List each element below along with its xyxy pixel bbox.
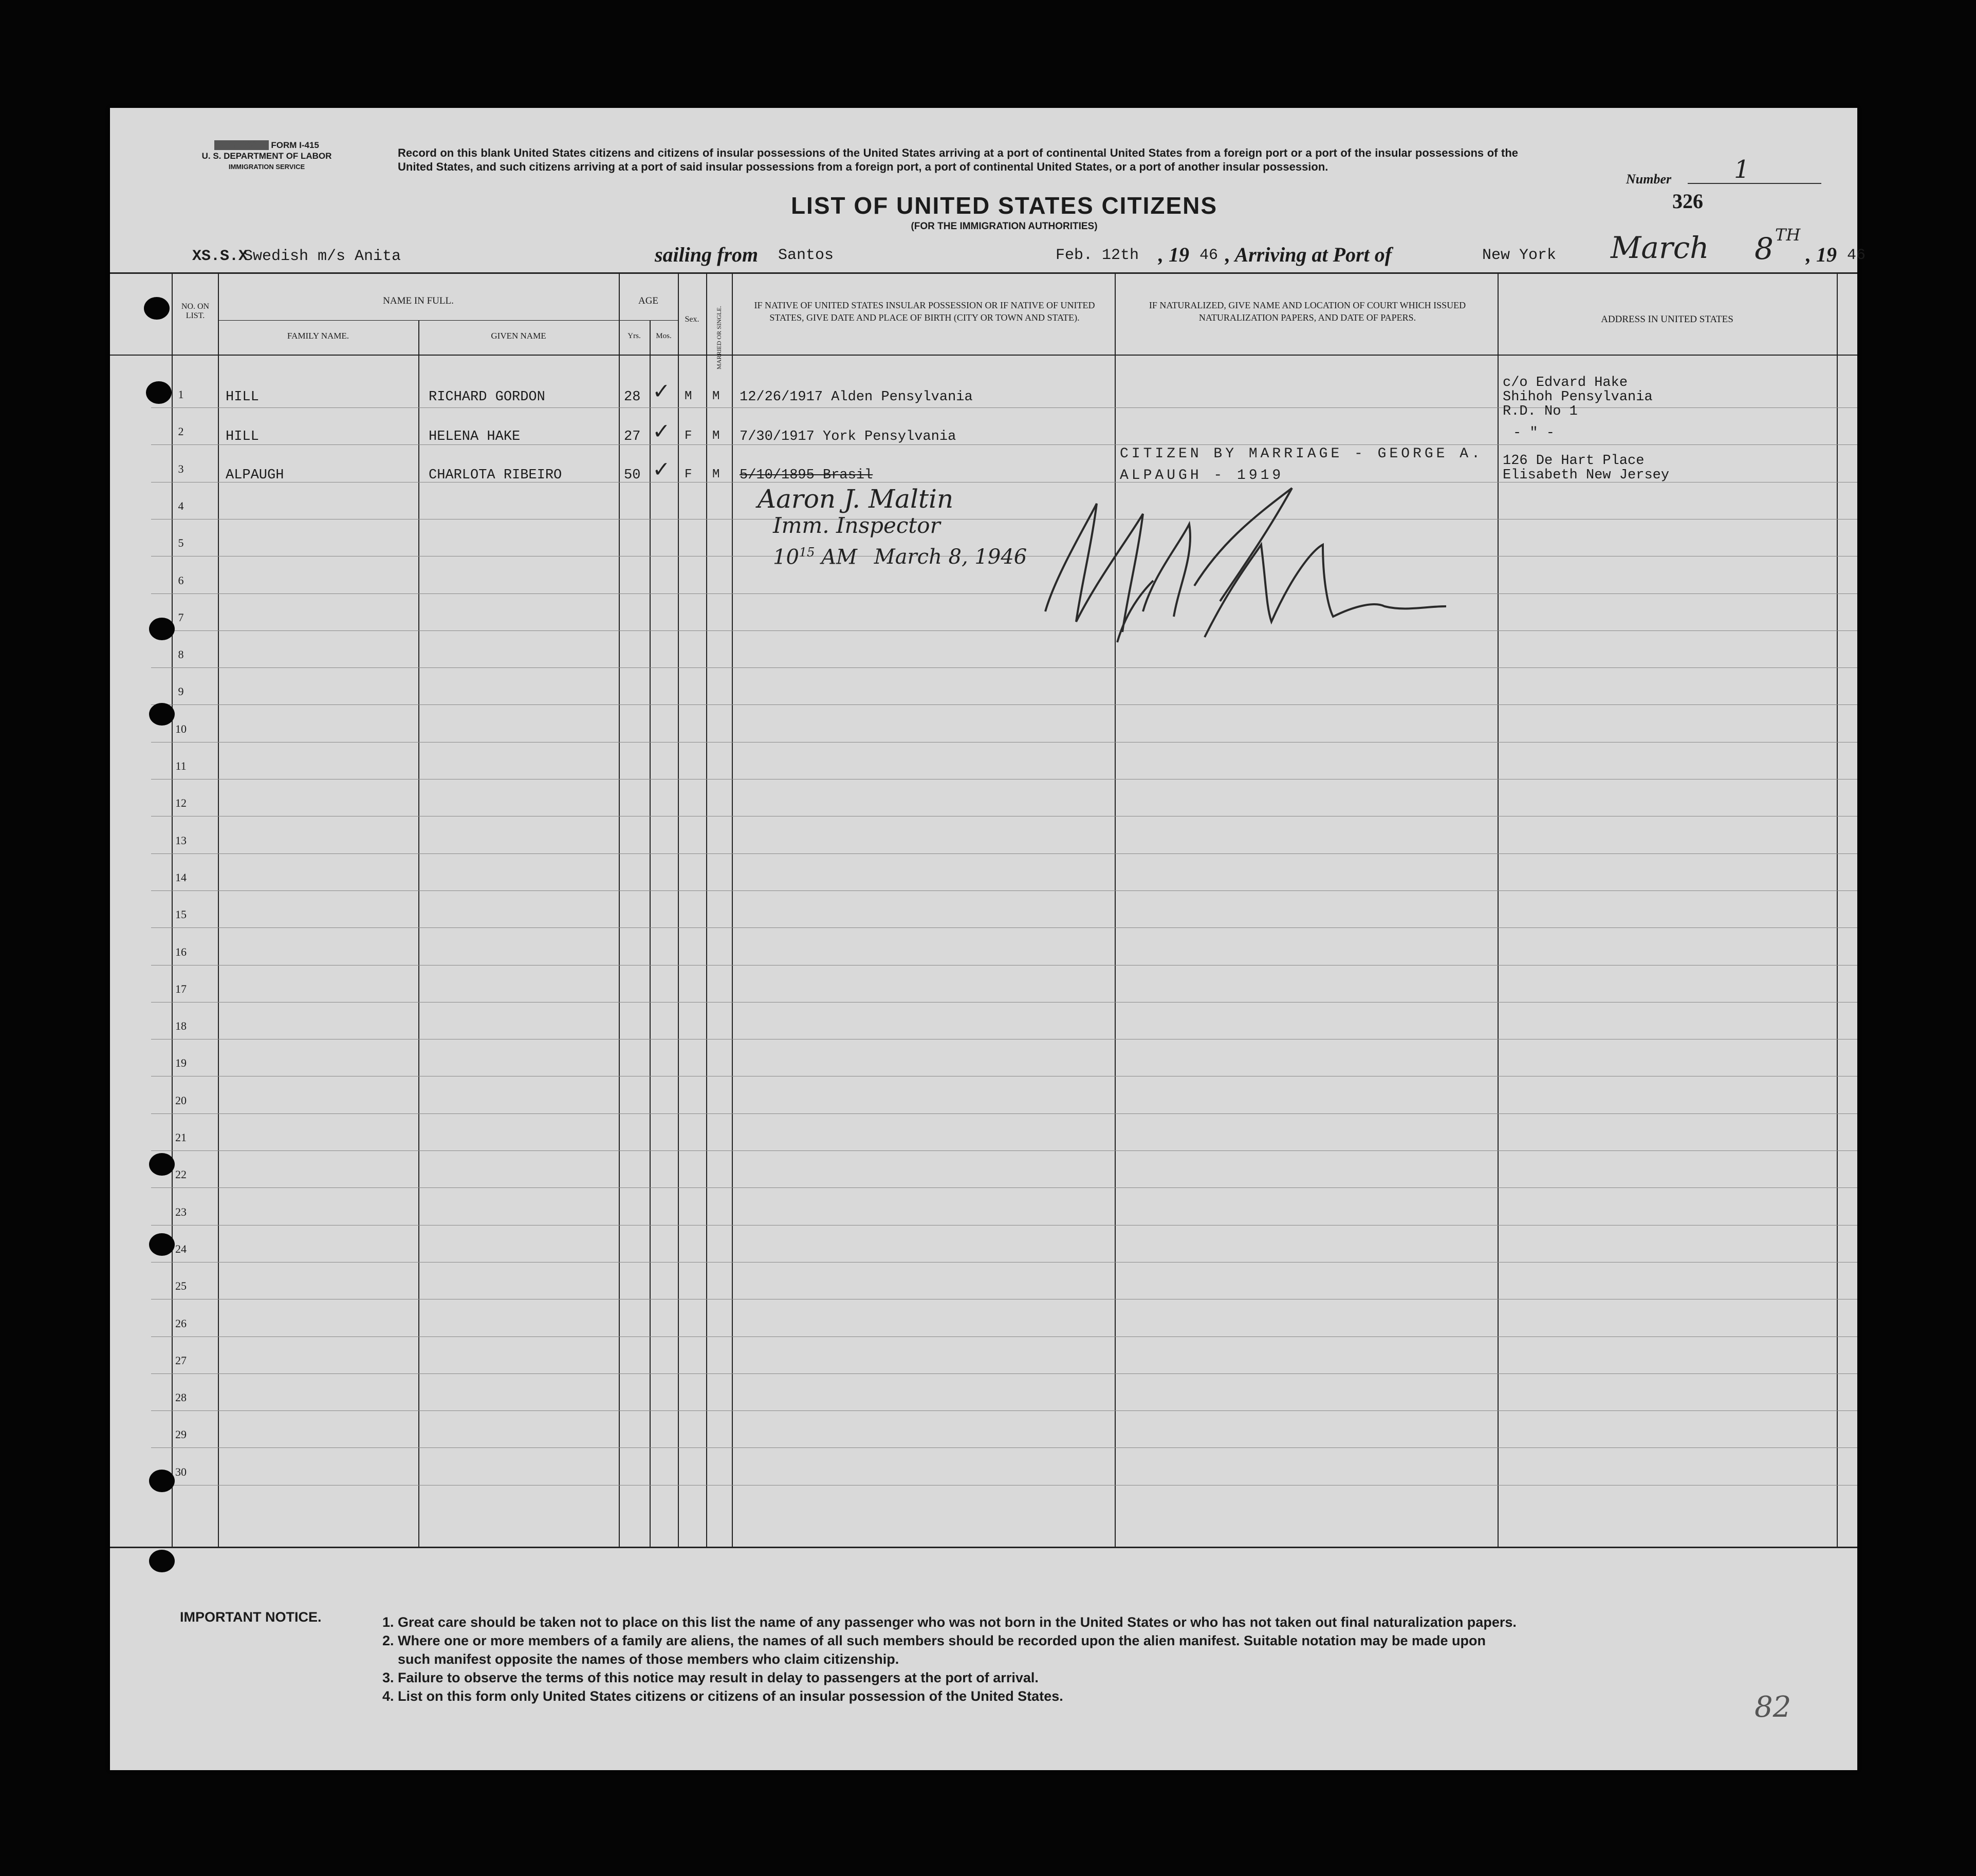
row3-naturalized-line1: CITIZEN BY MARRIAGE - GEORGE A.	[1120, 446, 1483, 462]
header-family-name: FAMILY NAME.	[287, 331, 349, 341]
notice-heading: IMPORTANT NOTICE.	[180, 1609, 322, 1625]
arrival-year: 46	[1847, 247, 1866, 264]
departure-year: 46	[1199, 247, 1218, 264]
row-number: 10	[175, 722, 187, 735]
header-married-or-single: MARRIED OR SINGLE.	[715, 306, 723, 369]
row3-given-name: CHARLOTA RIBEIRO	[429, 468, 562, 483]
header-sex: Sex.	[685, 315, 699, 324]
row3-marital: M	[712, 468, 720, 481]
inspector-date: March 8, 1946	[874, 545, 1027, 569]
punch-hole	[146, 381, 172, 404]
row-number: 5	[178, 536, 184, 550]
row1-check-icon: ✓	[654, 379, 669, 406]
row2-birth: 7/30/1917 York Pensylvania	[740, 429, 956, 444]
col-rule-address	[1498, 272, 1499, 1547]
row-line	[151, 1447, 1857, 1448]
row-line	[151, 1187, 1857, 1188]
number-label: Number	[1626, 172, 1672, 187]
header-bottom-rule	[110, 355, 1857, 356]
row3-age-years: 50	[624, 468, 641, 483]
row-number: 23	[175, 1205, 187, 1218]
row1-marital: M	[712, 389, 720, 403]
row-number: 17	[175, 982, 187, 995]
row-line	[151, 1410, 1857, 1411]
row3-address-line2: Elisabeth New Jersey	[1503, 468, 1670, 483]
notice-item-1: 1. Great care should be taken not to place on this list the name of any passenger who was not born in the United States or who has not taken out final naturalization papers.	[382, 1614, 1517, 1630]
row-line	[151, 444, 1857, 445]
row1-address-line2: Shihoh Pensylvania	[1503, 389, 1653, 405]
header-yrs: Yrs.	[627, 332, 641, 340]
page-title: LIST OF UNITED STATES CITIZENS	[790, 192, 1218, 219]
struck-form-number: Form 630-A	[214, 140, 269, 150]
header-age: AGE	[638, 295, 659, 306]
page-subtitle: (FOR THE IMMIGRATION AUTHORITIES)	[911, 221, 1098, 232]
row-number: 7	[178, 610, 184, 624]
inspector-time-suffix: AM	[821, 545, 858, 569]
row3-family-name: ALPAUGH	[226, 468, 284, 483]
form-number: FORM I-415	[271, 140, 319, 150]
row-line	[151, 630, 1857, 631]
row-number: 27	[175, 1353, 187, 1367]
row2-address-ditto: - " -	[1513, 425, 1555, 441]
row-line	[151, 593, 1857, 594]
header-native: IF NATIVE OF UNITED STATES INSULAR POSSESSION OR IF NATIVE OF UNITED STATES, GIVE DATE AND PLACE OF BIRTH (CITY OR TOWN AND STATE).	[754, 300, 1095, 323]
row-number: 29	[175, 1428, 187, 1441]
row1-family-name: HILL	[226, 389, 259, 405]
col-rule-right	[1837, 272, 1838, 1547]
col-rule-mos	[650, 320, 651, 1547]
row1-sex: M	[685, 389, 692, 403]
table-top-rule	[110, 272, 1857, 274]
row-number: 22	[175, 1168, 187, 1181]
document-page	[110, 108, 1866, 1770]
row-number: 13	[175, 833, 187, 847]
col-rule-naturalized	[1115, 272, 1116, 1547]
header-name-in-full: NAME IN FULL.	[383, 295, 454, 306]
punch-hole	[149, 1153, 175, 1176]
row-number: 26	[175, 1316, 187, 1330]
row2-family-name: HILL	[226, 429, 259, 444]
row1-given-name: RICHARD GORDON	[429, 389, 545, 405]
row-line	[151, 1373, 1857, 1374]
notice-item-2-cont: such manifest opposite the names of those members who claim citizenship.	[398, 1651, 899, 1667]
row-number: 25	[175, 1279, 187, 1293]
row2-sex: F	[685, 429, 692, 443]
notice-item-4: 4. List on this form only United States citizens or citizens of an insular possession of the United States.	[382, 1688, 1063, 1704]
arrival-port: New York	[1482, 247, 1557, 264]
row-line	[151, 1336, 1857, 1337]
inspector-title: Imm. Inspector	[773, 513, 940, 538]
port-from: Santos	[778, 247, 834, 264]
row-number: 8	[178, 648, 184, 661]
row-number: 4	[178, 499, 184, 512]
arrival-month: March	[1611, 230, 1709, 265]
col-rule-marital	[706, 272, 707, 1547]
row-line	[151, 890, 1857, 891]
punch-hole	[149, 1550, 175, 1572]
row3-naturalized-line2: ALPAUGH - 1919	[1120, 468, 1284, 484]
vessel-prefix: XS.S.X	[192, 248, 248, 265]
row-line	[151, 1150, 1857, 1151]
row-number: 28	[175, 1391, 187, 1404]
row-number: 18	[175, 1019, 187, 1033]
department-name: U. S. DEPARTMENT OF LABOR	[201, 151, 332, 161]
row2-marital: M	[712, 429, 720, 443]
header-given-name: GIVEN NAME	[491, 331, 546, 341]
vessel-name: Swedish m/s Anita	[244, 248, 401, 265]
form-identifier	[182, 140, 352, 172]
row3-sex: F	[685, 468, 692, 481]
row3-address-line1: 126 De Hart Place	[1503, 453, 1645, 469]
inspector-time: 10	[773, 545, 799, 569]
row-number: 11	[175, 759, 187, 772]
punch-hole	[149, 1233, 175, 1256]
row1-address-line3: R.D. No 1	[1503, 404, 1578, 419]
row-number: 19	[175, 1056, 187, 1070]
record-instructions: Record on this blank United States citizens and citizens of insular possessions of the United States arriving at a port of continental United States from a foreign port or a port of the insular possessions of the United States, and such citizens arriving at a port of said insular possessions from a foreign port, a port of continental United States, or a port of another insular possession.	[398, 146, 1518, 173]
row3-birth-struck: 5/10/1895 Brasil	[740, 468, 873, 483]
row-number: 16	[175, 945, 187, 958]
row2-check-icon: ✓	[654, 419, 669, 447]
row-number: 24	[175, 1242, 187, 1255]
sailing-from-label: sailing from	[655, 243, 759, 266]
col-rule-given	[418, 320, 419, 1547]
row-number: 2	[178, 425, 184, 438]
row-number: 20	[175, 1093, 187, 1107]
notice-item-3: 3. Failure to observe the terms of this notice may result in delay to passengers at the port of arrival.	[382, 1670, 1039, 1685]
row-number: 1	[178, 388, 184, 401]
arrival-day: 8	[1755, 231, 1774, 266]
arrival-day-suffix: TH	[1775, 225, 1801, 245]
punch-hole	[144, 297, 170, 320]
number-value: 1	[1734, 155, 1750, 184]
inspector-stamp	[758, 486, 1027, 570]
table-bottom-rule	[110, 1547, 1857, 1548]
row1-age-years: 28	[624, 389, 641, 405]
header-no-on-list: NO. ON LIST.	[181, 302, 210, 320]
row-line	[151, 704, 1857, 705]
punch-hole	[149, 1470, 175, 1492]
header-naturalized: IF NATURALIZED, GIVE NAME AND LOCATION OF COURT WHICH ISSUED NATURALIZATION PAPERS, AND DATE OF PAPERS.	[1149, 300, 1466, 323]
signature-scribble	[1025, 483, 1528, 647]
departure-date: Feb. 12th	[1056, 247, 1139, 264]
col-rule-family	[218, 272, 219, 1547]
punch-hole	[149, 618, 175, 640]
stamped-number: 326	[1672, 190, 1703, 213]
service-name: IMMIGRATION SERVICE	[228, 163, 305, 171]
row-number: 6	[178, 573, 184, 587]
row-number: 30	[175, 1465, 187, 1478]
name-subheader-rule	[218, 320, 619, 321]
row-number: 9	[178, 685, 184, 698]
inspector-time-date	[758, 539, 1027, 570]
row-line	[151, 1113, 1857, 1114]
row-number: 14	[175, 870, 187, 884]
row-number: 3	[178, 462, 184, 475]
inspector-name: Aaron J. Maltin	[758, 484, 954, 514]
row-line	[151, 407, 1857, 408]
inspector-time-minutes: 15	[799, 545, 815, 560]
row-line	[151, 853, 1857, 854]
margin-note: 82	[1755, 1691, 1792, 1724]
row2-given-name: HELENA HAKE	[429, 429, 521, 444]
row2-age-years: 27	[624, 429, 641, 444]
arrival-year-prefix: , 19	[1806, 243, 1837, 266]
row1-birth: 12/26/1917 Alden Pensylvania	[740, 389, 973, 405]
row-line	[151, 667, 1857, 668]
row1-address-line1: c/o Edvard Hake	[1503, 375, 1628, 391]
year-prefix: , 19	[1158, 243, 1189, 266]
row-number: 21	[175, 1131, 187, 1144]
number-underline	[1688, 183, 1821, 184]
arriving-label: , Arriving at Port of	[1225, 243, 1392, 266]
row-number: 15	[175, 908, 187, 921]
col-rule-sex	[678, 272, 679, 1547]
header-mos: Mos.	[656, 332, 672, 340]
row-line	[151, 927, 1857, 928]
col-rule-yrs	[619, 272, 620, 1547]
header-address: ADDRESS IN UNITED STATES	[1601, 314, 1733, 325]
col-rule-native	[732, 272, 733, 1547]
notice-item-2: 2. Where one or more members of a family are aliens, the names of all such members should be recorded upon the alien manifest. Suitable notation may be made upon	[382, 1633, 1486, 1648]
row3-check-icon: ✓	[654, 457, 669, 485]
row-number: 12	[175, 796, 187, 810]
age-subheader-rule	[619, 320, 678, 321]
punch-hole	[149, 703, 175, 726]
